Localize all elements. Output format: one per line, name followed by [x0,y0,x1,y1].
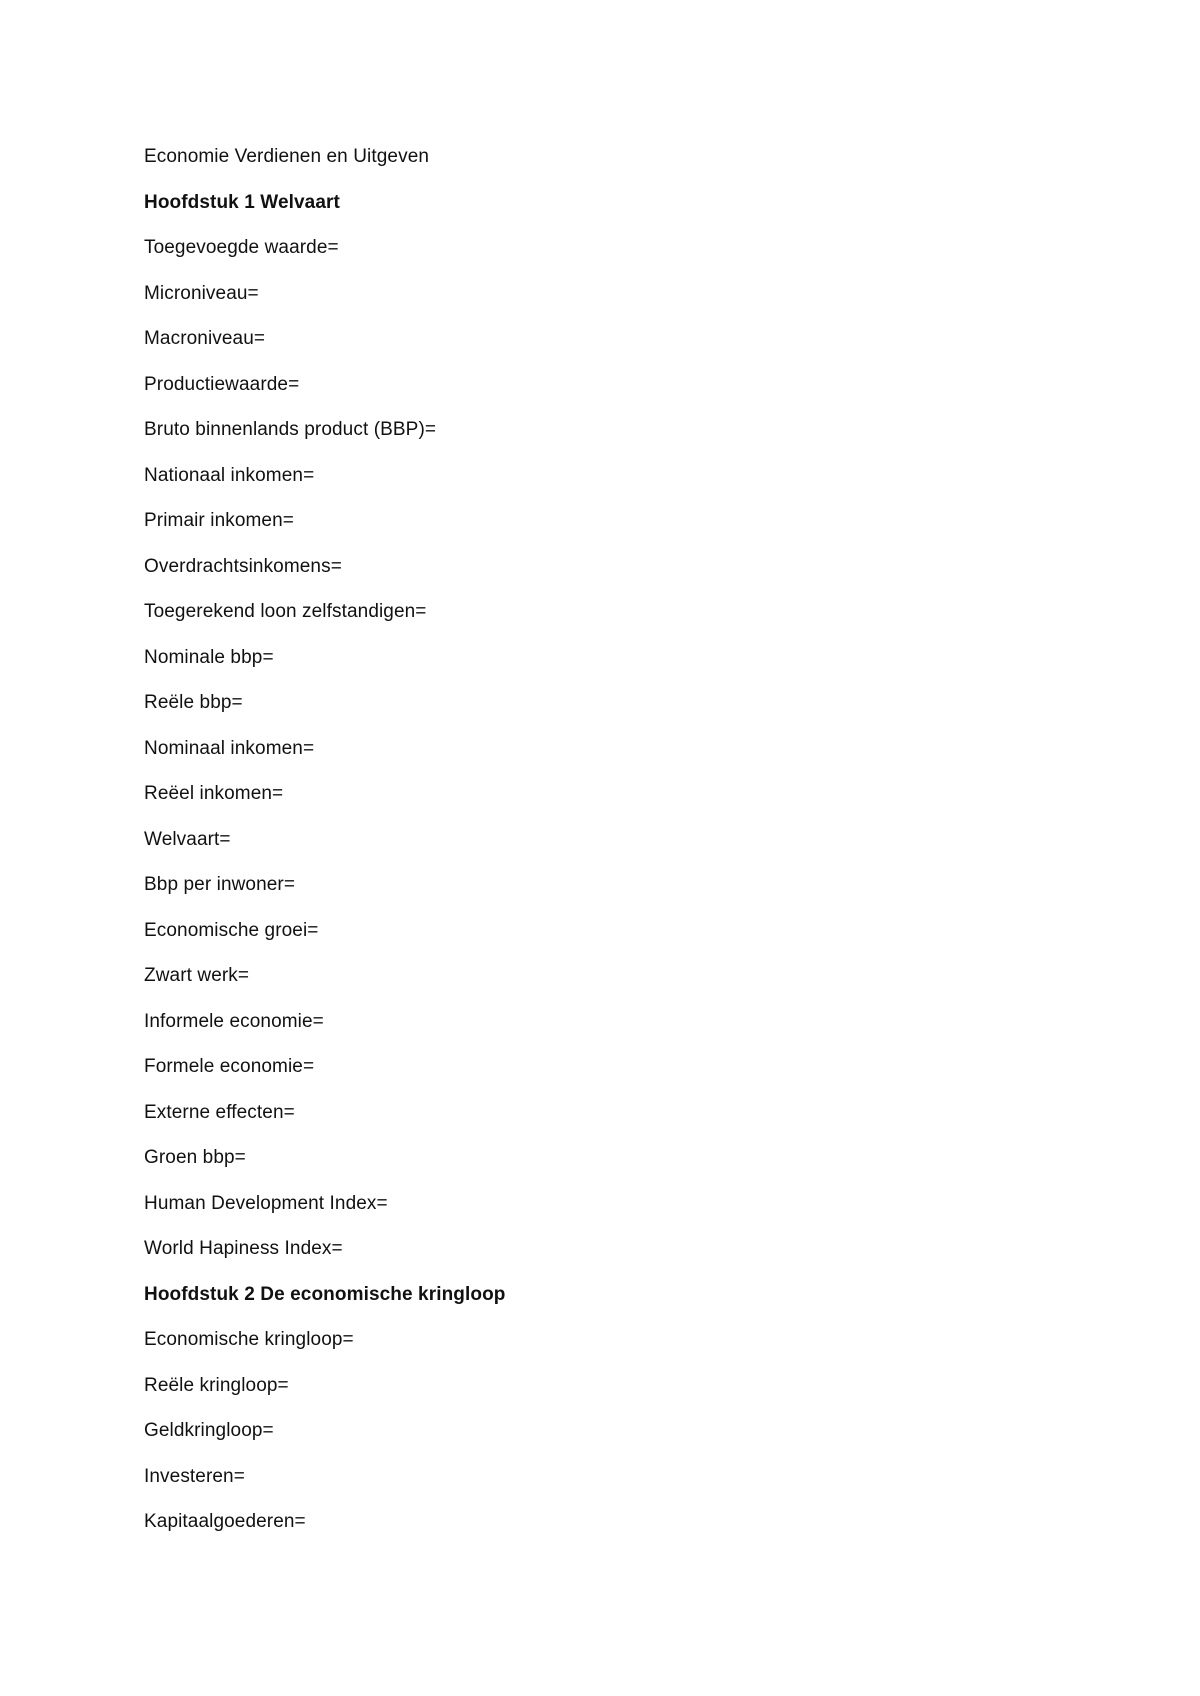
term-line: Geldkringloop= [144,1420,274,1441]
document-content [144,145,1044,1556]
term-line: Microniveau= [144,282,259,304]
term-line: Productiewaarde= [144,373,300,395]
term-line: Formele economie= [144,1056,315,1077]
term-line: Informele economie= [144,1010,324,1032]
term-line: Groen bbp= [144,1147,246,1168]
term-line: Human Development Index= [144,1192,388,1214]
term-line: Overdrachtsinkomens= [144,555,342,577]
term-line: Kapitaalgoederen= [144,1511,306,1532]
term-line: Externe effecten= [144,1101,295,1123]
term-line: Reële kringloop= [144,1374,289,1396]
term-line: Nominaal inkomen= [144,737,315,759]
document-title: Economie Verdienen en Uitgeven [144,146,430,167]
term-line: Welvaart= [144,828,231,850]
term-line: Bruto binnenlands product (BBP)= [144,419,437,440]
term-line: Primair inkomen= [144,510,294,531]
term-line: Reëel inkomen= [144,783,284,804]
chapter-heading: Hoofdstuk 1 Welvaart [144,191,340,213]
term-line: Zwart werk= [144,965,250,986]
term-line: Toegevoegde waarde= [144,237,339,258]
term-line: Macroniveau= [144,328,266,349]
term-line: Reële bbp= [144,692,243,713]
term-line: Economische groei= [144,919,319,941]
term-line: Toegerekend loon zelfstandigen= [144,601,427,622]
term-line: Nominale bbp= [144,646,274,668]
term-line: Economische kringloop= [144,1329,354,1350]
chapter-heading: Hoofdstuk 2 De economische kringloop [144,1283,506,1305]
term-line: Investeren= [144,1465,245,1487]
term-line: Nationaal inkomen= [144,464,315,486]
term-line: Bbp per inwoner= [144,874,296,895]
term-line: World Hapiness Index= [144,1238,343,1259]
